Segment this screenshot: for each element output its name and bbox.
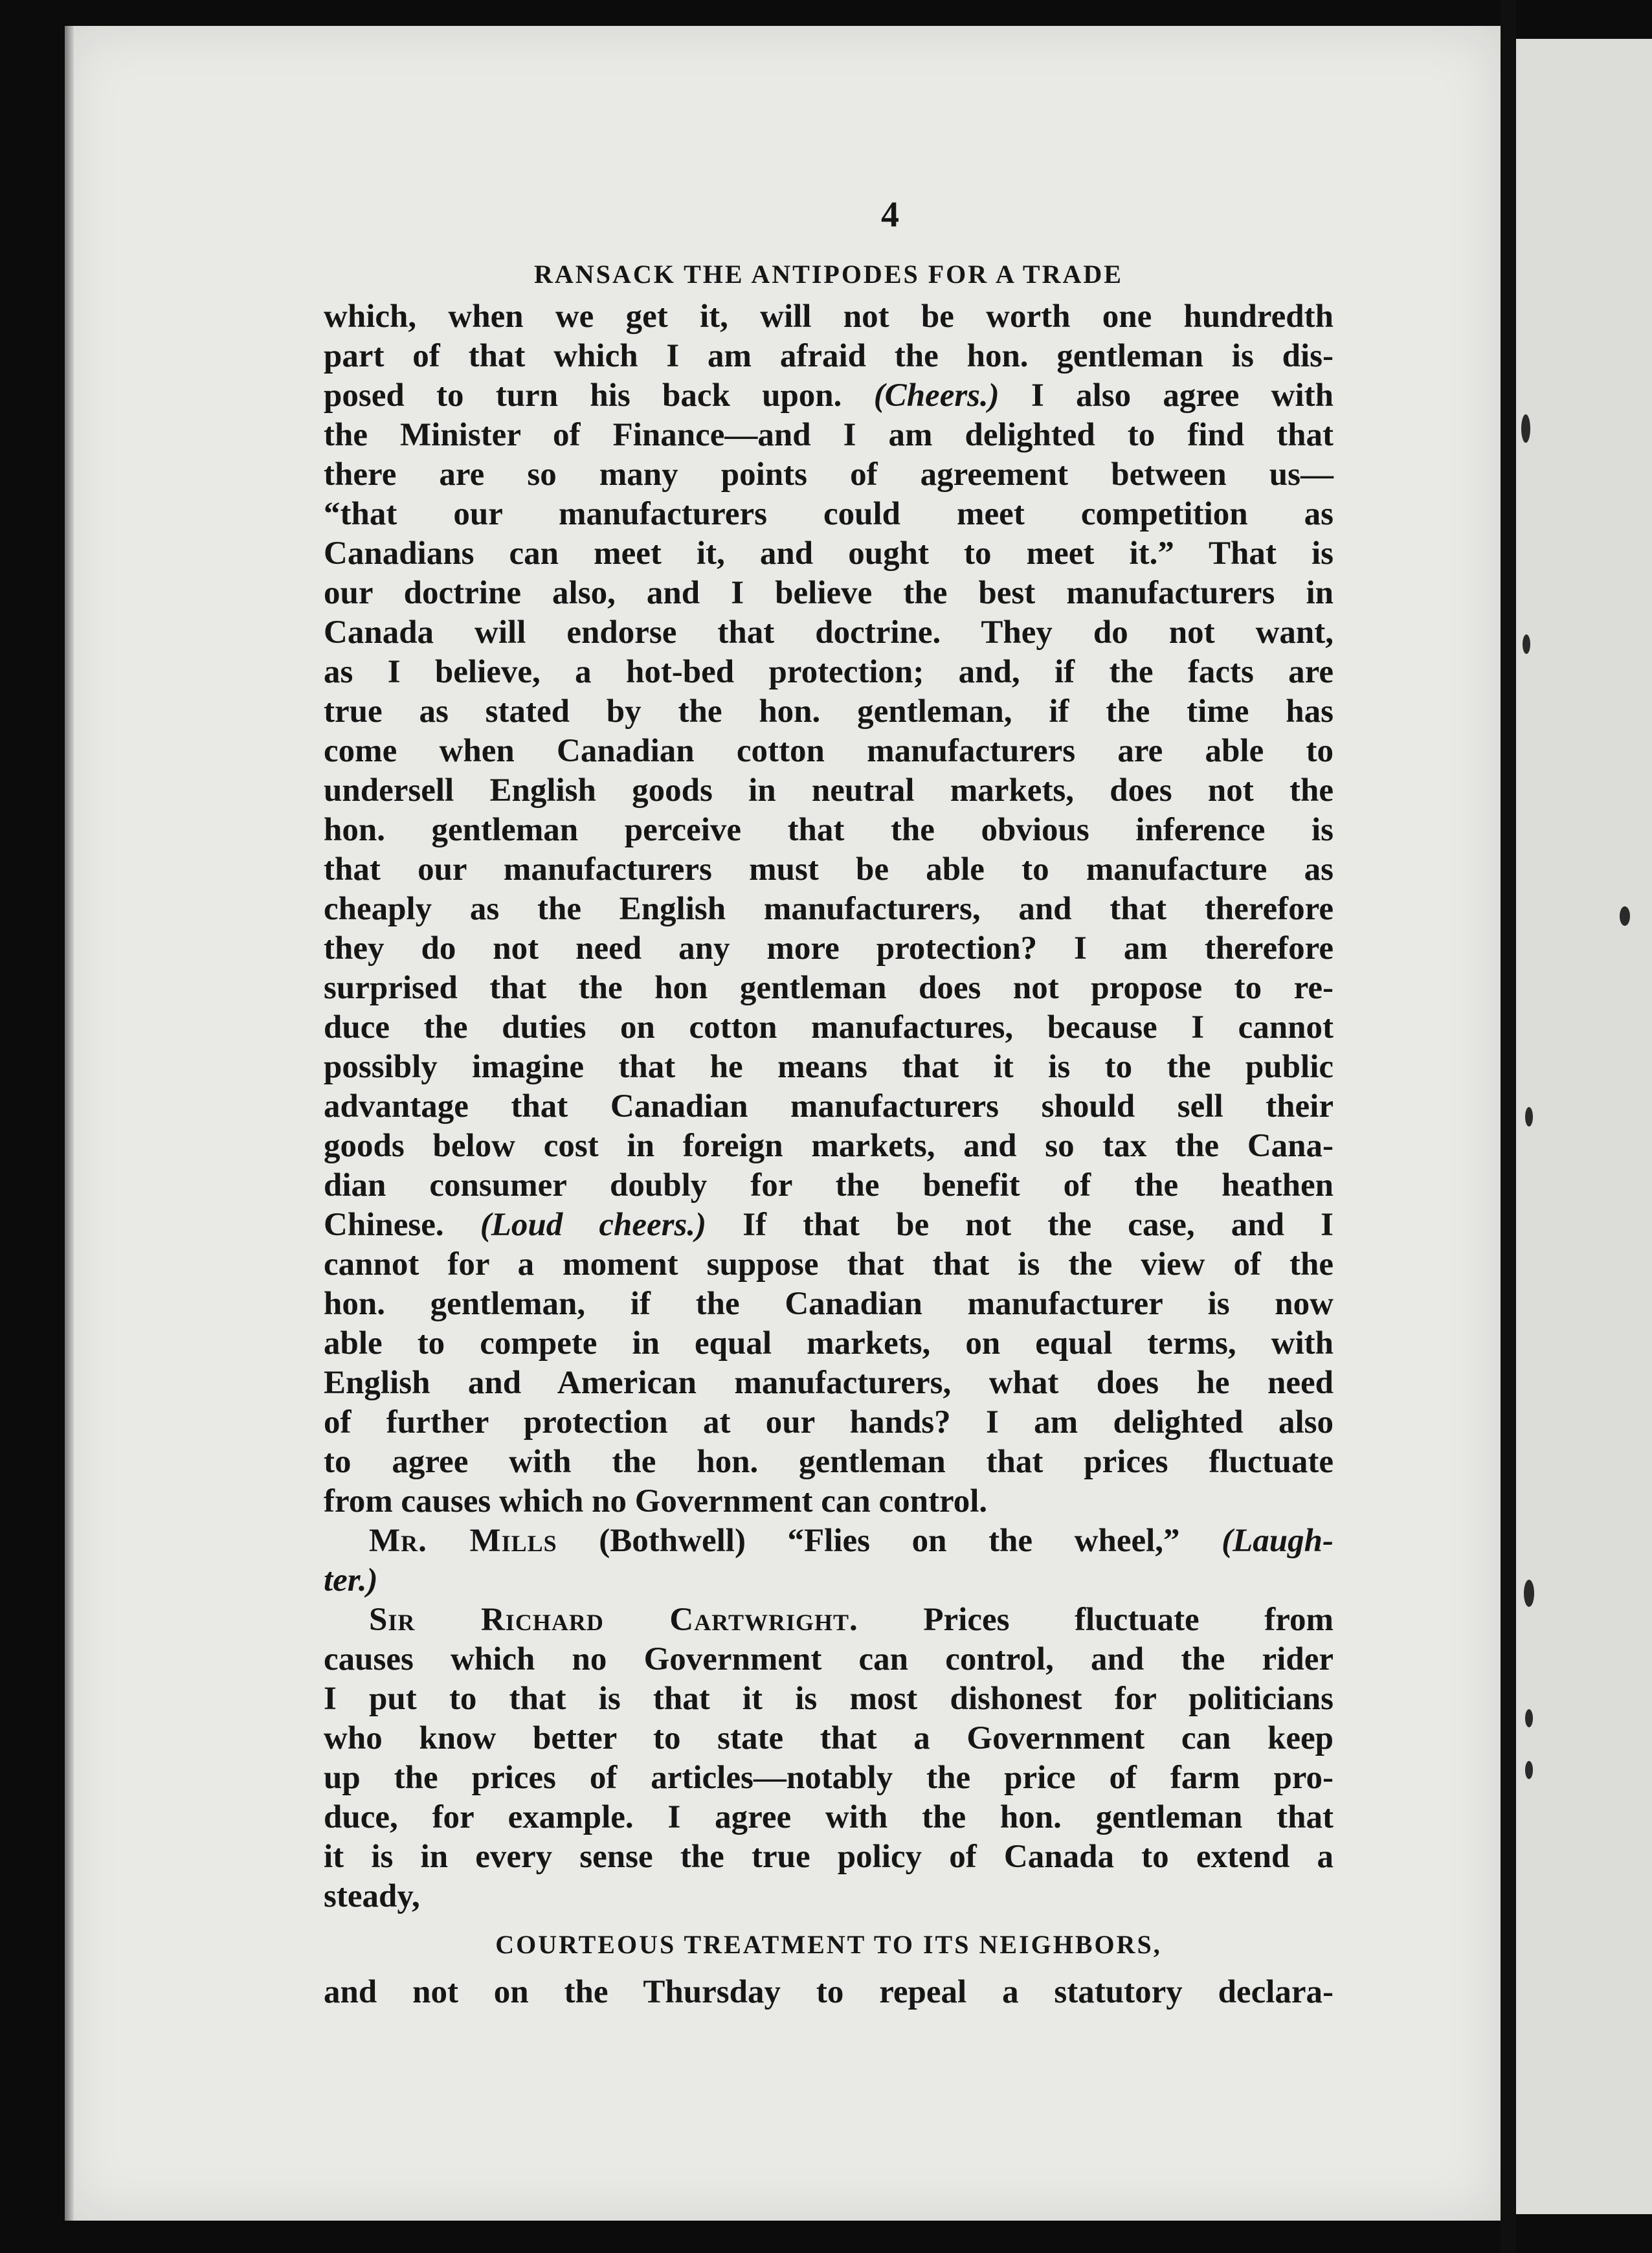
text-line: English and American manufacturers, what does he need: [324, 1365, 1334, 1401]
speaker-name: Sir Richard Cartwright.: [369, 1602, 858, 1638]
page-text: [324, 194, 1334, 2012]
bleed-through-mark: [1525, 1761, 1533, 1779]
text-line: our doctrine also, and I believe the best manufacturers in: [324, 575, 1334, 611]
text-line: duce the duties on cotton manufactures, because I cannot: [324, 1009, 1334, 1046]
text-line: the Minister of Finance—and I am delighted to find that: [324, 417, 1334, 453]
text-span: I also agree with: [1031, 377, 1334, 414]
text-line: causes which no Government can control, and the rider: [324, 1641, 1334, 1677]
speech-start-line: [324, 1600, 1334, 1640]
text-line: steady,: [324, 1878, 420, 1914]
text-line: hon. gentleman perceive that the obvious inference is: [324, 812, 1334, 848]
text-line: [324, 1205, 1334, 1245]
text-line: hon. gentleman, if the Canadian manufacturer is now: [324, 1286, 1334, 1322]
bleed-through-mark: [1524, 1580, 1534, 1607]
text-line: up the prices of articles—notably the price of farm pro-: [324, 1760, 1334, 1796]
text-line: of further protection at our hands? I am delighted also: [324, 1404, 1334, 1440]
stage-direction: (Loud cheers.): [480, 1207, 707, 1243]
bleed-through-mark: [1620, 906, 1630, 926]
stage-direction: ter.): [324, 1562, 378, 1598]
text-line: surprised that the hon gentleman does not propose to re-: [324, 970, 1334, 1006]
text-line: true as stated by the hon. gentleman, if the time has: [324, 693, 1334, 730]
text-line: undersell English goods in neutral markets, does not the: [324, 772, 1334, 809]
text-line: duce, for example. I agree with the hon. gentleman that: [324, 1799, 1334, 1835]
bleed-through-mark: [1521, 414, 1530, 443]
text-line: cannot for a moment suppose that that is the view of the: [324, 1246, 1334, 1283]
text-line: dian consumer doubly for the benefit of the heathen: [324, 1167, 1334, 1204]
speaker-name: Mr. Mills: [369, 1523, 557, 1559]
text-line: “that our manufacturers could meet competition as: [324, 496, 1334, 532]
text-line: advantage that Canadian manufacturers should sell their: [324, 1088, 1334, 1125]
text-span: Chinese.: [324, 1207, 444, 1243]
interjection-line: [324, 1521, 1334, 1561]
page-number: 4: [881, 195, 899, 235]
text-line: to agree with the hon. gentleman that prices fluctuate: [324, 1444, 1334, 1480]
text-line: and not on the Thursday to repeal a statutory declara-: [324, 1974, 1334, 2010]
interjection-text: (Bothwell) “Flies on the wheel,”: [599, 1523, 1180, 1559]
stage-direction: (Cheers.): [873, 377, 999, 414]
facing-page-edge: [1516, 39, 1652, 2214]
bleed-through-mark: [1525, 1107, 1533, 1126]
text-line: which, when we get it, will not be worth one hundredth: [324, 298, 1334, 335]
text-span: Prices fluctuate from: [923, 1602, 1334, 1638]
section-heading: RANSACK THE ANTIPODES FOR A TRADE: [534, 260, 1123, 289]
text-line: it is in every sense the true policy of Canada to extend a: [324, 1839, 1334, 1875]
text-line: from causes which no Government can control.: [324, 1483, 988, 1519]
stage-direction: (Laugh-: [1222, 1523, 1334, 1559]
bleed-through-mark: [1523, 634, 1530, 654]
page-left-edge: [65, 26, 74, 2221]
text-line: I put to that is that it is most dishonest for politicians: [324, 1681, 1334, 1717]
book-gutter: [1501, 0, 1516, 2253]
text-line: goods below cost in foreign markets, and so tax the Cana-: [324, 1128, 1334, 1164]
text-line: come when Canadian cotton manufacturers are able to: [324, 733, 1334, 769]
text-line: possibly imagine that he means that it is to the public: [324, 1049, 1334, 1085]
text-span: If that be not the case, and I: [742, 1207, 1334, 1243]
text-line: there are so many points of agreement between us—: [324, 456, 1334, 493]
text-line: that our manufacturers must be able to manufacture as: [324, 851, 1334, 888]
text-line: [324, 1561, 1334, 1600]
text-line: they do not need any more protection? I am therefore: [324, 930, 1334, 967]
text-line: as I believe, a hot-bed protection; and, if the facts are: [324, 654, 1334, 690]
text-line: part of that which I am afraid the hon. gentleman is dis-: [324, 338, 1334, 374]
text-line: [324, 376, 1334, 416]
text-line: who know better to state that a Government can keep: [324, 1720, 1334, 1756]
text-line: Canada will endorse that doctrine. They do not want,: [324, 614, 1334, 651]
text-span: posed to turn his back upon.: [324, 377, 842, 414]
bleed-through-mark: [1525, 1709, 1533, 1727]
text-line: Canadians can meet it, and ought to meet it.” That is: [324, 535, 1334, 572]
section-heading: COURTEOUS TREATMENT TO ITS NEIGHBORS,: [495, 1930, 1162, 1959]
text-line: able to compete in equal markets, on equal terms, with: [324, 1325, 1334, 1362]
text-line: cheaply as the English manufacturers, and that therefore: [324, 891, 1334, 927]
